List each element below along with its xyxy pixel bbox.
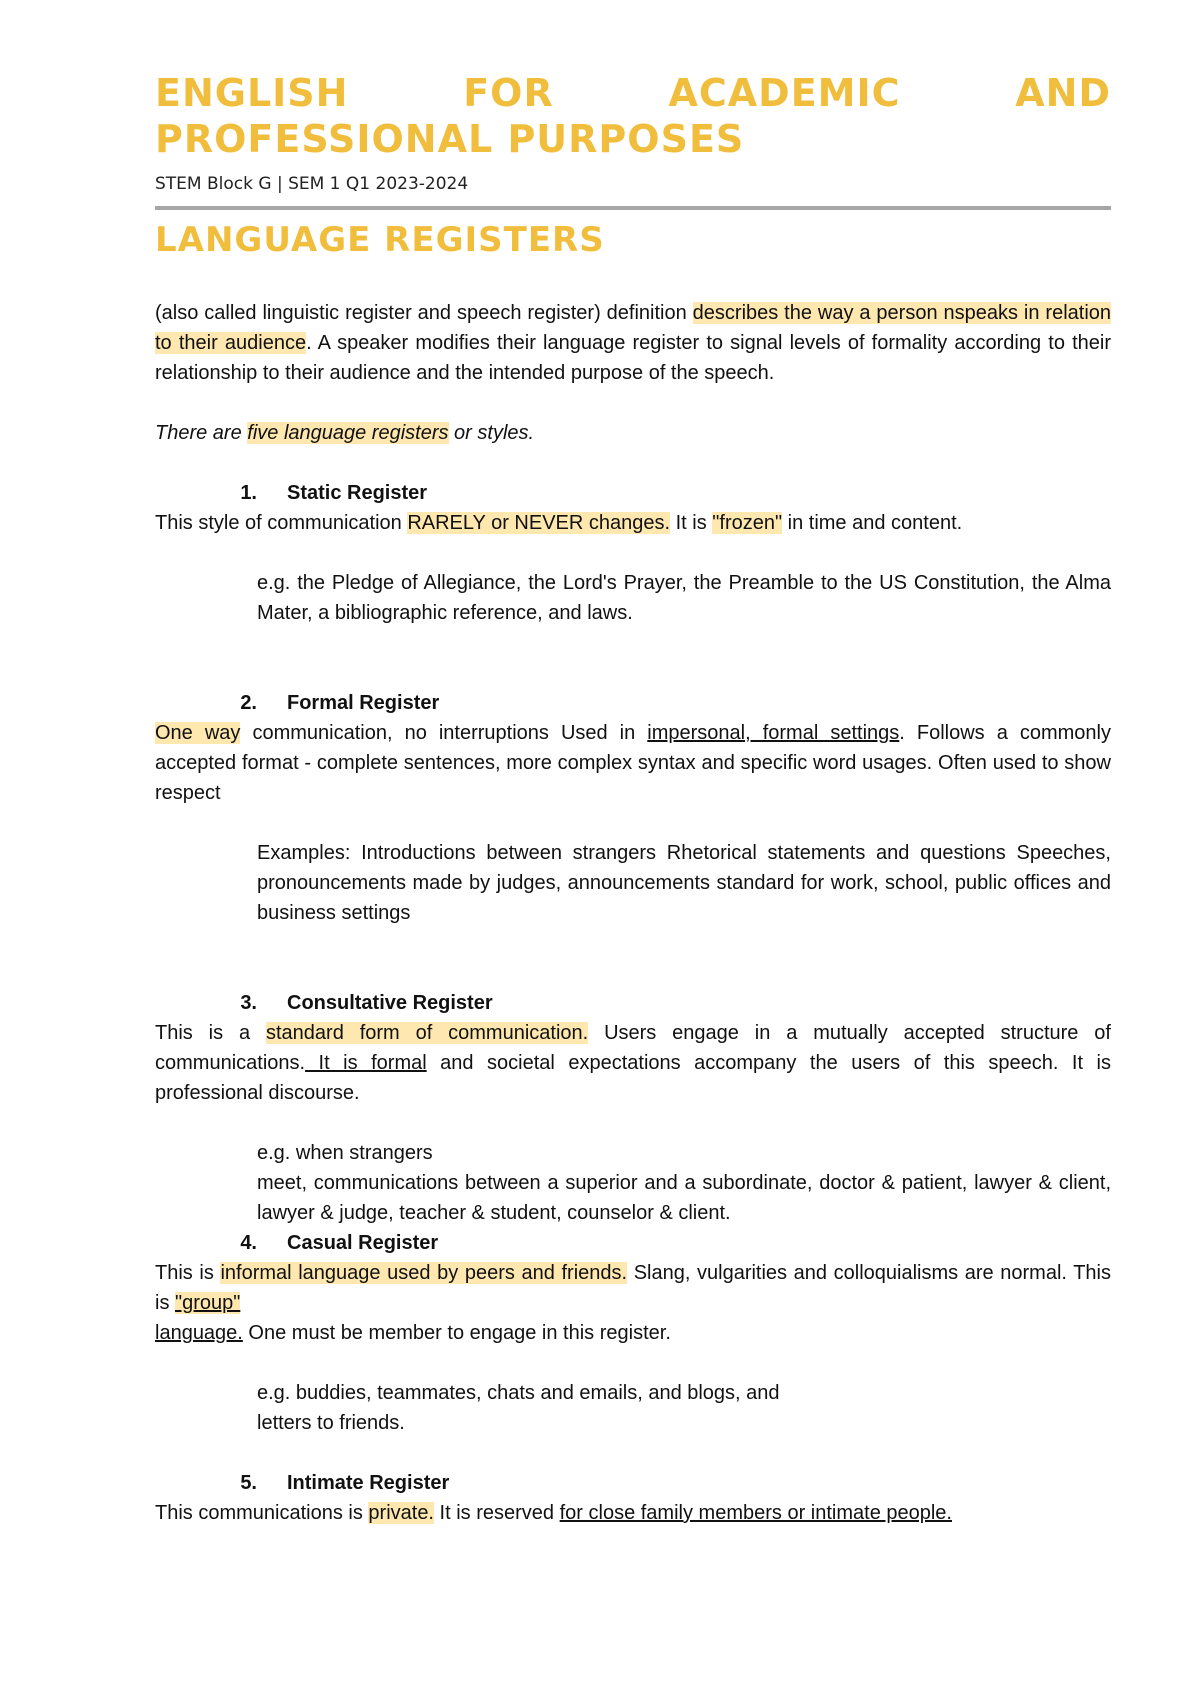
count-text: There are [155, 422, 248, 444]
desc-text: This communications is [155, 1502, 369, 1524]
desc-text: . Follows a commonly accepted format - complete sentences, more complex syntax and specific word usages. Often used to show respect [155, 722, 1111, 804]
item-example-casual [257, 1378, 1111, 1438]
desc-highlight: standard form of communication. [265, 1022, 589, 1044]
intro-text: (also called linguistic register and speech register) definition [155, 302, 693, 324]
item-description-intimate [155, 1498, 1111, 1528]
intro-paragraph [155, 298, 1111, 388]
item-heading-casual [155, 1228, 1111, 1258]
item-example-formal: Examples: Introductions between strangers Rhetorical statements and questions Speeches, pronouncements made by judges, announcements standard for work, school, public offices and business settings [257, 842, 1111, 924]
desc-highlight: "frozen" [712, 512, 783, 534]
item-number: 5. [240, 1472, 257, 1494]
desc-text: This is a [155, 1022, 266, 1044]
desc-underline: language. [155, 1322, 243, 1344]
desc-highlight: informal language used by peers and friends. [220, 1262, 628, 1284]
desc-text: This style of communication [155, 512, 408, 534]
desc-text: and societal expectations accompany the users of this speech. It is professional discourse. [155, 1052, 1111, 1104]
item-heading-formal [155, 688, 1111, 718]
item-label: Formal Register [287, 692, 440, 714]
desc-underline: It is formal [305, 1052, 427, 1074]
desc-text: It is [670, 512, 713, 534]
item-description-casual [155, 1258, 1111, 1348]
registers-count-line [155, 418, 1111, 448]
item-number: 1. [240, 482, 257, 504]
intro-highlight: describes the way a person nspeaks in relation to their audience [155, 302, 1112, 354]
desc-highlight-underline: "group" [175, 1292, 241, 1314]
item-heading-static [155, 478, 1111, 508]
title-line-2: PROFESSIONAL PURPOSES [155, 117, 745, 161]
desc-highlight: One way [155, 722, 241, 744]
desc-text: Users engage in a mutually accepted structure of communications. [155, 1022, 1111, 1074]
item-heading-intimate [155, 1468, 1111, 1498]
desc-text: It is reserved [434, 1502, 560, 1524]
desc-underline: for close family members or intimate people. [559, 1502, 952, 1524]
desc-text: Slang, vulgarities and colloquialisms are normal. This is [155, 1262, 1112, 1314]
item-description-static [155, 508, 1111, 538]
desc-text: in time and content. [782, 512, 963, 534]
item-label: Consultative Register [287, 992, 493, 1014]
item-example-static: e.g. the Pledge of Allegiance, the Lord's Prayer, the Preamble to the US Constitution, the Alma Mater, a bibliographic reference, and laws. [257, 572, 1111, 624]
count-text-end: or styles. [448, 422, 535, 444]
example-line: e.g. when strangers [257, 1142, 433, 1164]
desc-text: This is [155, 1262, 221, 1284]
section-title: LANGUAGE REGISTERS [155, 220, 605, 260]
item-label: Static Register [287, 482, 428, 504]
item-description-formal [155, 718, 1111, 808]
header-divider [155, 206, 1111, 210]
item-example-consultative [257, 1138, 1111, 1228]
item-number: 2. [240, 692, 257, 714]
example-line: letters to friends. [257, 1412, 405, 1434]
count-highlight: five language registers [247, 422, 449, 444]
item-label: Casual Register [287, 1232, 439, 1254]
item-number: 4. [240, 1232, 257, 1254]
item-heading-consultative [155, 988, 1111, 1018]
example-line: meet, communications between a superior and a subordinate, doctor & patient, lawyer & client, lawyer & judge, teacher & student, counselor & client. [257, 1172, 1111, 1224]
document-title [155, 70, 1111, 162]
item-number: 3. [240, 992, 257, 1014]
course-subtitle: STEM Block G | SEM 1 Q1 2023-2024 [155, 174, 469, 194]
desc-highlight: RARELY or NEVER changes. [407, 512, 671, 534]
desc-text: One must be member to engage in this register. [242, 1322, 671, 1344]
title-line-1: ENGLISH FOR ACADEMIC AND [155, 71, 1111, 115]
example-line: e.g. buddies, teammates, chats and emails, and blogs, and [257, 1382, 780, 1404]
item-label: Intimate Register [287, 1472, 450, 1494]
item-description-consultative [155, 1018, 1111, 1108]
desc-underline: impersonal, formal settings [647, 722, 900, 744]
intro-text-end: . A speaker modifies their language register to signal levels of formality according to their relationship to their audience and the intended purpose of the speech. [155, 332, 1111, 384]
document-page [155, 70, 1111, 1528]
desc-text: communication, no interruptions Used in [240, 722, 648, 744]
desc-highlight: private. [368, 1502, 434, 1524]
